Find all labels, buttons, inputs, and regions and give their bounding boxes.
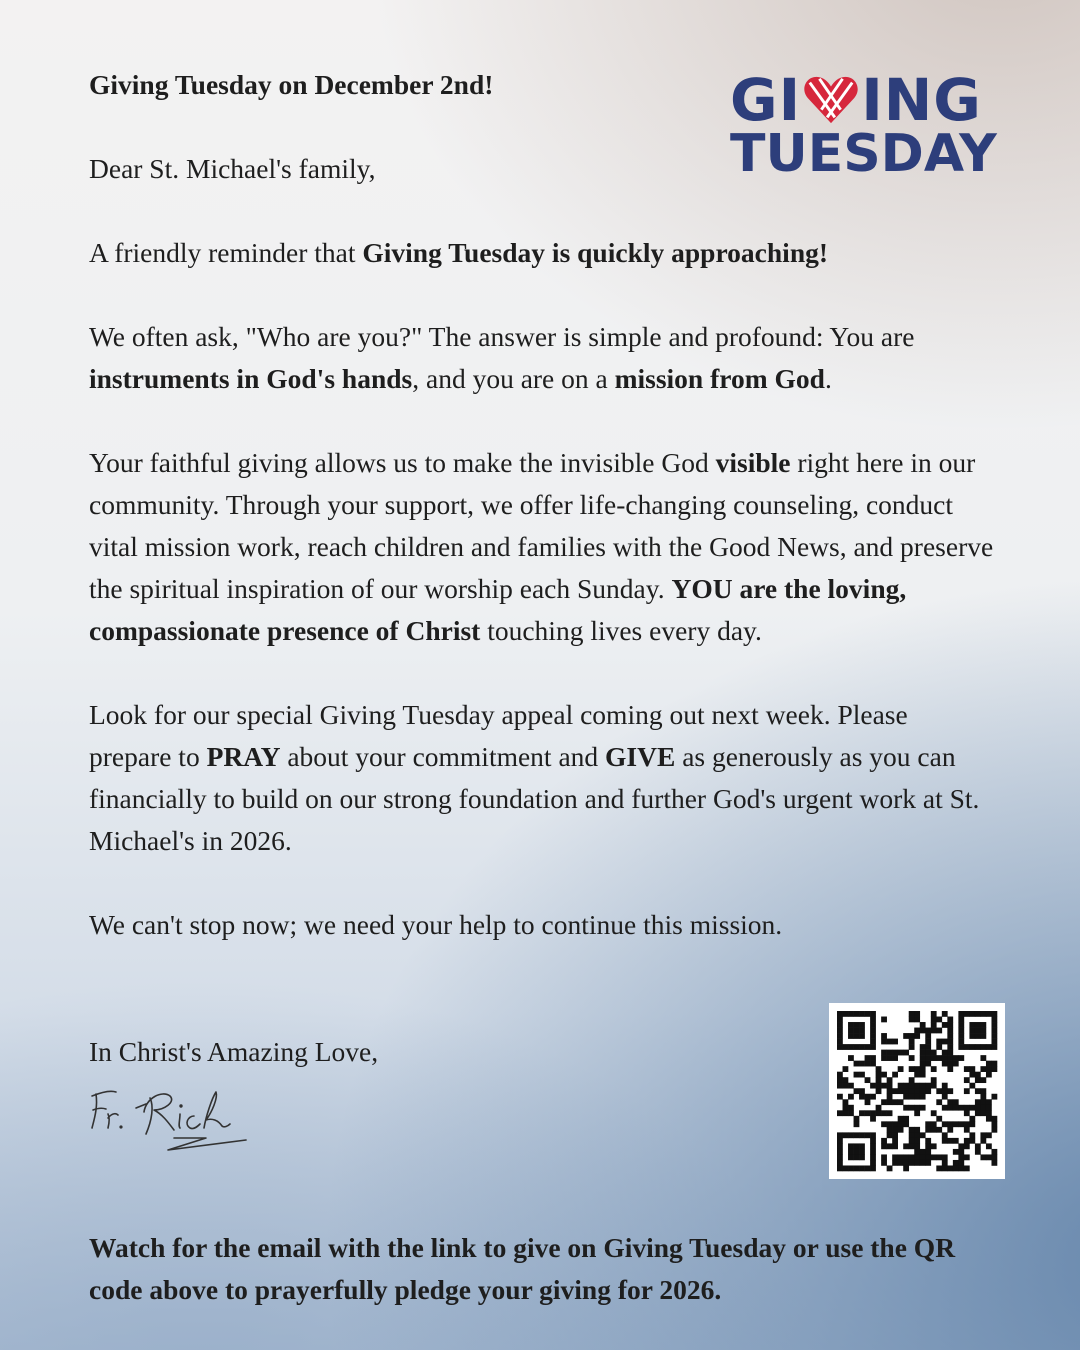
p4-text-a: Look for our special Giving Tuesday appeal coming out next week. Please prepare to <box>89 699 908 772</box>
letter-heading: Giving Tuesday on December 2nd! <box>89 69 494 100</box>
p2-bold-b: mission from God <box>614 363 825 394</box>
p3-bold-b: YOU are the loving, compassionate presence of Christ <box>89 573 907 646</box>
paragraph-mission: We can't stop now; we need your help to continue this mission. <box>89 909 783 940</box>
p4-text-c: about your commitment and <box>280 741 606 772</box>
greeting: Dear St. Michael's family, <box>89 153 376 184</box>
qr-code[interactable] <box>829 1003 1005 1179</box>
p2-text-a: We often ask, "Who are you?" The answer is simple and profound: You are <box>89 321 915 352</box>
paragraph-reminder <box>89 232 919 274</box>
p3-bold-a: visible <box>715 447 791 478</box>
p2-text-e: . <box>824 363 832 394</box>
paragraph-who-are-you <box>89 316 994 400</box>
p3-text-e: touching lives every day. <box>480 615 762 646</box>
p3-text-a: Your faithful giving allows us to make the invisible God <box>89 447 716 478</box>
letter-body <box>89 64 999 988</box>
p3-text-c: right here in our community. Through your support, we offer life-changing counseling, conduct vital mission work, reach children and families with the Good News, and preserve the spiritual inspiration of our worship each Sunday. <box>89 447 994 604</box>
p4-text-e: as generously as you can financially to build on our strong foundation and further God's urgent work at St. Michael's in 2026. <box>89 741 980 856</box>
p1-bold: Giving Tuesday is quickly approaching! <box>362 237 829 268</box>
signoff: In Christ's Amazing Love, <box>89 1036 379 1067</box>
p2-bold-a: instruments in God's hands <box>89 363 413 394</box>
p2-text-c: , and you are on a <box>412 363 615 394</box>
footer-call-to-action: Watch for the email with the link to give on Giving Tuesday or use the QR code above to prayerfully pledge your giving for 2026. <box>89 1231 956 1305</box>
paragraph-appeal <box>89 694 994 862</box>
p1-text: A friendly reminder that <box>89 237 363 268</box>
p4-bold-give: GIVE <box>605 741 676 772</box>
signature <box>88 1078 258 1158</box>
p4-bold-pray: PRAY <box>206 741 281 772</box>
logo-text-gi: GI <box>730 66 802 134</box>
logo-text-tuesday: TUESDAY <box>730 124 997 184</box>
logo-text-ing: ING <box>861 66 982 134</box>
paragraph-faithful-giving <box>89 442 994 652</box>
